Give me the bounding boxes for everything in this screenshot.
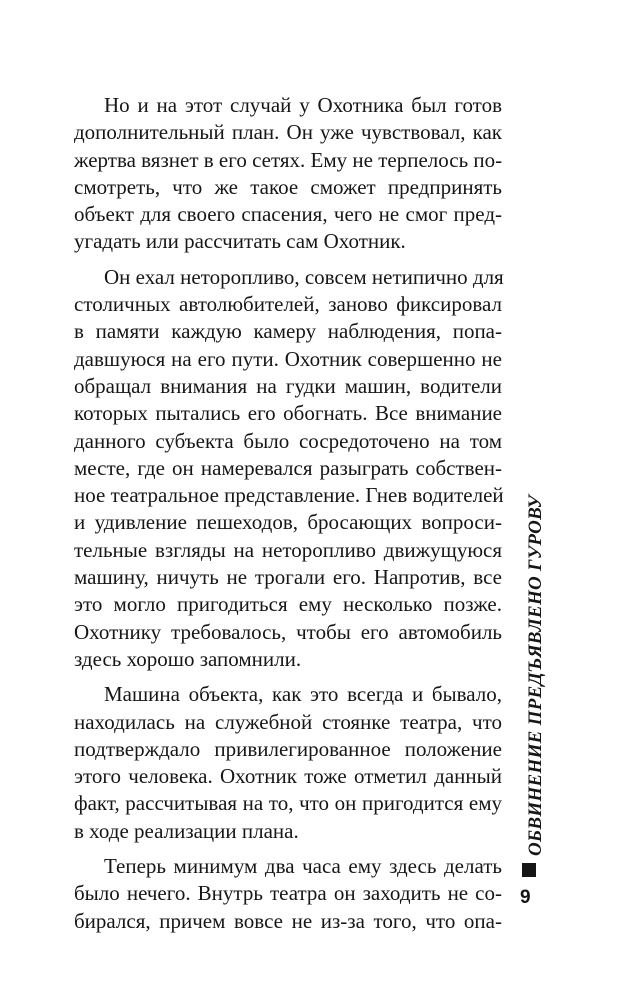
text-line: в ходе реализации плана. (74, 818, 299, 843)
text-line: дополнительный план. Он уже чувствовал, как (74, 120, 502, 145)
text-line: угадать или рассчитать сам Охотник. (74, 229, 406, 254)
body-text (74, 92, 502, 935)
text-line: и удивление пешеходов, бросающих вопроси- (74, 510, 502, 535)
paragraph (74, 92, 502, 256)
text-line: Теперь минимум два часа ему здесь делать (104, 854, 502, 879)
text-line: Машина объекта, как это всегда и бывало, (104, 682, 502, 707)
text-line: в памяти каждую камеру наблюдения, попа- (74, 319, 502, 344)
text-line: данного субъекта было сосредоточено на том (74, 428, 502, 453)
text-line: факт, рассчитывая на то, что он пригодится ему (74, 791, 502, 816)
running-title: ОБВИНЕНИЕ ПРЕДЪЯВЛЕНО ГУРОВУ (525, 495, 546, 856)
text-line: которых пытались его обогнать. Все внимание (74, 401, 502, 426)
text-line: обращал внимания на гудки машин, водители (74, 373, 502, 398)
paragraph (74, 681, 502, 845)
text-line: столичных автолюбителей, заново фиксировал (74, 292, 502, 317)
text-line: жертва вязнет в его сетях. Ему не терпелось по- (74, 147, 503, 172)
text-line: этого человека. Охотник тоже отметил данный (74, 764, 502, 789)
text-line: Но и на этот случай у Охотника был готов (104, 93, 502, 117)
text-line: было нечего. Внутрь театра он заходить не со- (74, 881, 502, 906)
text-line: Охотнику требовалось, чтобы его автомобиль (74, 619, 502, 644)
text-line: находилась на служебной стоянке театра, что (74, 709, 502, 734)
text-line: Он ехал неторопливо, совсем нетипично для (104, 264, 504, 289)
text-line: это могло пригодиться ему несколько позже. (74, 592, 502, 617)
text-line: ное театральное представление. Гнев водителей (74, 483, 504, 508)
text-line: подтверждало привилегированное положение (74, 736, 502, 761)
text-line: бирался, причем вовсе не из-за того, что опа- (74, 908, 502, 933)
paragraph (74, 853, 502, 935)
page-number: 9 (520, 887, 531, 908)
text-line: давшуюся на его пути. Охотник совершенно не (74, 346, 502, 371)
text-line: здесь хорошо запомнили. (74, 646, 302, 671)
text-line: месте, где он намеревался разыграть собствен- (74, 455, 502, 480)
section-marker-square (522, 863, 536, 877)
text-line: смотреть, что же такое сможет предпринять (74, 174, 502, 199)
text-line: объект для своего спасения, чего не смог пред- (74, 202, 502, 227)
text-line: машину, ничуть не трогали его. Напротив, все (74, 565, 502, 590)
text-line: тельные взгляды на неторопливо движущуюся (74, 537, 502, 562)
paragraph (74, 264, 502, 673)
